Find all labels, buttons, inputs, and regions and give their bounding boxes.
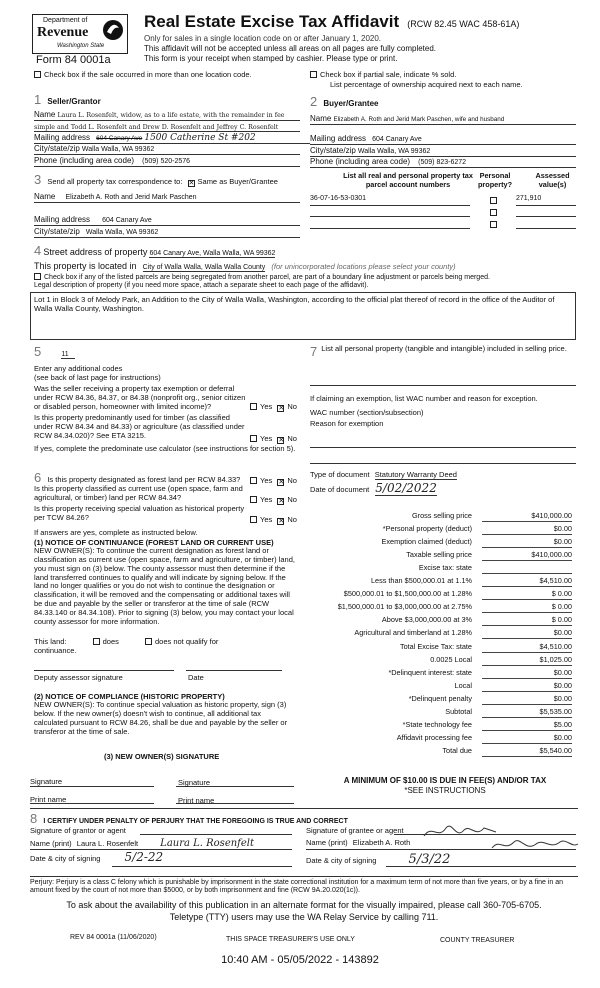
- assessed-col-3b: value(s): [538, 179, 567, 189]
- personal-checkbox-3[interactable]: [490, 220, 500, 229]
- located-in-value[interactable]: City of Walla Walla, Walla Walla County: [142, 264, 266, 271]
- checkbox-icon[interactable]: [250, 477, 257, 484]
- yes-label: Yes: [260, 402, 273, 411]
- checkbox-checked-icon[interactable]: ✕: [278, 518, 285, 525]
- notice2-title: (2) NOTICE OF COMPLIANCE (HISTORIC PROPERTY): [34, 692, 225, 701]
- checkbox-checked-icon[interactable]: ✕: [278, 498, 285, 505]
- exemption-label: If claiming an exemption, list WAC number and reason for exception.: [310, 394, 538, 403]
- buyer-mailing-label: Mailing address: [310, 134, 367, 143]
- s5-q2: Is this property predominantly used for timber (as classified under RCW 84.34 and 84.33) or agriculture (as classified under RCW 84.34.020)? See ETA 3215.: [34, 413, 245, 440]
- street-address-label: Street address of property: [43, 247, 148, 257]
- deputy-signature-line[interactable]: [34, 670, 174, 671]
- perjury-body: Perjury: Perjury is a class C felony which is punishable by imprisonment in the state correctional institution for a maximum term of not more than five years, or by a fine in an amount fixed by the court of not more than $5000, or by both imprisonment and fine (RCW 9A.20.020(1c)).: [30, 879, 564, 895]
- checkbox-icon[interactable]: [250, 403, 257, 410]
- fee-value[interactable]: $ 0.00: [482, 590, 572, 600]
- s6-q1-answer: [250, 476, 297, 486]
- grantor-name-value[interactable]: Laura L. Rosenfelt: [76, 839, 139, 848]
- checkbox-icon[interactable]: [310, 71, 317, 78]
- fee-row: [300, 512, 576, 524]
- owner-signature-line-1[interactable]: [30, 786, 154, 787]
- buyer-mailing-field[interactable]: [310, 134, 576, 145]
- multi-location-label: Check box if the sale occurred in more than one location code.: [44, 70, 252, 79]
- personal-checkbox-2[interactable]: [490, 208, 500, 217]
- buyer-name-value: Elizabeth A. Roth and Jerid Mark Paschen, wife and husband: [333, 116, 505, 123]
- section5-header: [34, 344, 75, 360]
- section-number: 1: [34, 92, 42, 107]
- street-address-row: [34, 243, 576, 259]
- fee-row: [300, 682, 576, 694]
- grantee-date-line[interactable]: [386, 866, 576, 867]
- personal-col-header: [470, 172, 520, 190]
- certify-text: I CERTIFY UNDER PENALTY OF PERJURY THAT THE FOREGOING IS TRUE AND CORRECT: [43, 818, 348, 825]
- fee-value[interactable]: $0.00: [482, 695, 572, 705]
- section-number: 4: [34, 243, 42, 258]
- alt-format-text: To ask about the availability of this publication in an alternate format for the visually impaired, please call 360-705-6705.: [66, 900, 542, 910]
- checkbox-icon[interactable]: [145, 638, 152, 645]
- assessed-value-field-3[interactable]: [516, 220, 576, 229]
- header-line-2: This affidavit will not be accepted unless all areas on all pages are fully completed.: [144, 44, 437, 53]
- fee-value[interactable]: $410,000.00: [482, 512, 572, 522]
- header-line-3-text: This form is your receipt when stamped by cashier. Please type or print.: [144, 54, 398, 63]
- grantor-date-label: Date & city of signing: [30, 854, 101, 863]
- revenue-logo: [32, 14, 128, 54]
- fee-label: *Delinquent penalty: [408, 693, 472, 703]
- legal-description-value: Lot 1 in Block 3 of Melody Park, an Addition to the City of Walla Walla, Washington, according to the official plat thereof of record in the office of the Auditor of Walla Walla County, Washington.: [34, 295, 555, 314]
- grantor-date-row: [30, 850, 163, 864]
- parcel-number-field-2[interactable]: [310, 208, 470, 217]
- does-label: does: [102, 637, 119, 646]
- doc-type-row: [310, 470, 457, 479]
- fee-label: Exemption claimed (deduct): [381, 537, 472, 547]
- wac-label: WAC number (section/subsection): [310, 408, 424, 417]
- partial-sale-label: Check box if partial sale, indicate % sold.: [320, 70, 457, 79]
- cashier-stamp: 10:40 AM - 05/05/2022 - 143892: [221, 954, 379, 966]
- fee-value[interactable]: $0.00: [482, 629, 572, 639]
- checkbox-checked-icon[interactable]: ✕: [278, 405, 285, 412]
- fee-row: [300, 603, 576, 615]
- county-treasurer: COUNTY TREASURER: [440, 937, 515, 944]
- fee-label: Above $3,000,000.00 at 3%: [381, 615, 472, 625]
- same-as-buyer-label: Same as Buyer/Grantee: [197, 177, 278, 186]
- notice1-title: (1) NOTICE OF CONTINUANCE (FOREST LAND OR CURRENT USE): [34, 538, 274, 547]
- grantee-signature-scribble-icon: [420, 822, 500, 842]
- reason-label: Reason for exemption: [310, 419, 384, 428]
- logo-main-text: Revenue: [37, 25, 89, 40]
- fee-row: [300, 577, 576, 589]
- buyer-heading: [310, 94, 378, 110]
- form-title-text: Real Estate Excise Tax Affidavit: [144, 12, 400, 31]
- logo-sub-text: Washington State: [57, 43, 105, 49]
- no-label: No: [287, 476, 297, 485]
- grantor-signature-hw: Laura L. Rosenfelt: [160, 838, 255, 849]
- checkbox-icon[interactable]: [490, 197, 497, 204]
- corr-name-label: Name: [34, 192, 56, 201]
- section-number: 3: [34, 172, 42, 187]
- s6-q4: If answers are yes, complete as instructed below.: [34, 528, 198, 537]
- buyer-name-field[interactable]: [310, 114, 576, 125]
- fee-label: Affidavit processing fee: [396, 732, 472, 742]
- assessed-col-header: [525, 172, 580, 190]
- no-label: No: [287, 402, 297, 411]
- legal-description-label: Legal description of property (if you need more space, attach a separate sheet to each page of the affidavit).: [34, 282, 369, 289]
- deputy-date-line[interactable]: [186, 670, 282, 671]
- grantor-date-line[interactable]: [112, 866, 292, 867]
- corr-city-field[interactable]: [34, 227, 300, 238]
- header-line-1: Only for sales in a single location code on or after January 1, 2020.: [144, 34, 382, 43]
- fee-label: Total Excise Tax: state: [399, 641, 472, 651]
- fee-label: *Personal property (deduct): [382, 524, 472, 534]
- no-label: No: [287, 515, 297, 524]
- grantor-name-label: Name (print): [30, 839, 72, 848]
- personal-checkbox-1[interactable]: [490, 196, 500, 205]
- s5-q1-answer: [250, 402, 297, 412]
- section-number: 7: [310, 344, 318, 359]
- doc-date-label: Date of document: [310, 485, 370, 494]
- section5-code[interactable]: 11: [61, 351, 74, 359]
- fee-row: [300, 590, 576, 602]
- fee-value[interactable]: $0.00: [482, 525, 572, 535]
- fee-value[interactable]: $0.00: [482, 682, 572, 692]
- fee-value[interactable]: $4,510.00: [482, 577, 572, 587]
- header-line-3: [144, 54, 397, 64]
- buyer-phone-value: (509) 823-6272: [418, 159, 467, 166]
- seller-name-value-2: simple and Todd L. Rosenfelt and Drew D. Rosenfelt and Jeffrey C. Rosenfelt: [34, 124, 279, 131]
- grantee-sig-label: Signature of grantee or agent: [306, 826, 404, 835]
- personal-property-field[interactable]: [310, 378, 576, 386]
- checkbox-icon[interactable]: [250, 516, 257, 523]
- personal-col-2b: property?: [477, 179, 513, 189]
- fee-value[interactable]: $5,540.00: [482, 747, 572, 757]
- personal-col-2: Personal: [479, 171, 511, 180]
- seller-phone-label: Phone (including area code): [34, 156, 135, 165]
- assessed-col-3: Assessed: [535, 171, 570, 180]
- fee-label: *State technology fee: [402, 719, 472, 729]
- corr-name-value: Elizabeth A. Roth and Jerid Mark Paschen: [65, 194, 197, 201]
- fee-label: 0.0025 Local: [430, 654, 472, 664]
- seller-heading: [34, 92, 101, 108]
- fee-value[interactable]: $1,025.00: [482, 656, 572, 666]
- buyer-name-label: Name: [310, 114, 332, 123]
- seller-city-label: City/state/zip: [34, 144, 80, 153]
- buyer-mailing-value: 604 Canary Ave: [372, 136, 422, 143]
- doc-type-value[interactable]: Statutory Warranty Deed: [374, 470, 457, 479]
- legal-description-box[interactable]: [30, 292, 576, 340]
- s5-q1: Was the seller receiving a property tax exemption or deferral under RCW 84.36, 84.37, or 84.38 (nonprofit org., senior citizen or disabled person, homeowner with limited income)?: [34, 384, 246, 411]
- yes-label: Yes: [260, 515, 273, 524]
- new-owner-sig-heading: (3) NEW OWNER(S) SIGNATURE: [104, 752, 220, 761]
- partial-sale-check[interactable]: [310, 70, 456, 79]
- notice1-body: NEW OWNER(S): To continue the current designation as forest land or classification as current use (open space, farm and agriculture, or timber) land, you must sign on (3) below. The county assessor must then determine if the land transferred continues to qualify and will indicate by signing below. If the land no longer qualifies or you do not wish to continue the designation or classification, it will be removed and the compensating or additional taxes will be due and payable by the seller or transferor at the time of sale (RCW 84.33.140 or 84.34.108). Prior to signing (3) below, you may contact your local county assessor for more information.: [34, 546, 295, 626]
- fee-value[interactable]: $0.00: [482, 734, 572, 744]
- assessed-value-field[interactable]: 271,910: [516, 195, 576, 206]
- perjury-text: [30, 876, 578, 896]
- fee-label: *Delinquent interest: state: [388, 667, 472, 677]
- seller-mailing-field[interactable]: [34, 133, 310, 144]
- form-statute: (RCW 82.45 WAC 458-61A): [407, 19, 520, 29]
- doc-date-row: [310, 481, 437, 495]
- form-number: Form 84 0001a: [36, 54, 111, 66]
- fee-value[interactable]: [482, 564, 572, 574]
- section-number: 2: [310, 94, 318, 109]
- segregated-label: Check box if any of the listed parcels are being segregated from another parcel, are part of a boundary line adjustment or parcels being merged.: [44, 274, 490, 281]
- checkbox-icon[interactable]: [34, 273, 41, 280]
- grantee-signature-2-scribble-icon: [490, 836, 580, 854]
- corr-mailing-label: Mailing address: [34, 215, 91, 224]
- section-number: 8: [30, 811, 38, 826]
- parcel-number-field[interactable]: 36-07-16-53-0301: [310, 195, 470, 206]
- seller-name-value: Laura L. Rosenfelt, widow, as to a life estate, with the remainder in fee: [57, 112, 285, 119]
- this-land-row: [34, 637, 218, 646]
- seller-mailing-label: Mailing address: [34, 133, 91, 142]
- checkbox-checked-icon[interactable]: ✕: [278, 479, 285, 486]
- buyer-phone-label: Phone (including area code): [310, 157, 411, 166]
- doc-date-value[interactable]: 5/02/2022: [375, 481, 437, 495]
- no-label: No: [287, 434, 297, 443]
- section7-header: [310, 344, 576, 360]
- fee-value[interactable]: $0.00: [482, 669, 572, 679]
- fee-row: [300, 525, 576, 537]
- fee-label: Gross selling price: [411, 511, 472, 520]
- buyer-city-label: City/state/zip: [310, 146, 356, 155]
- logo-swirl-icon: [102, 18, 124, 42]
- section-number: 6: [34, 470, 42, 485]
- grantor-signature-line[interactable]: [140, 834, 292, 835]
- reason-field[interactable]: [310, 440, 576, 448]
- fee-row: [300, 551, 576, 563]
- fee-row: [300, 629, 576, 641]
- fee-row: [300, 747, 576, 759]
- fee-value[interactable]: $4,510.00: [482, 643, 572, 653]
- yes-label: Yes: [260, 495, 273, 504]
- assessed-value-field-2[interactable]: [516, 208, 576, 217]
- fee-row: [300, 616, 576, 628]
- corr-city-value: Walla Walla, WA 99362: [85, 229, 159, 236]
- fee-row: [300, 643, 576, 655]
- partial-sale-sub: List percentage of ownership acquired next to each name.: [330, 80, 523, 89]
- fee-value[interactable]: $5,535.00: [482, 708, 572, 718]
- located-in-hint: (for unincorporated locations please select your county): [271, 262, 456, 271]
- seller-phone-value: (509) 520-2576: [142, 158, 191, 165]
- checkbox-icon[interactable]: [250, 496, 257, 503]
- corr-mailing-value: 604 Canary Ave: [102, 217, 152, 224]
- corr-mailing-field[interactable]: [34, 215, 300, 226]
- checkbox-checked-icon[interactable]: ✕: [278, 437, 285, 444]
- fee-value[interactable]: $410,000.00: [482, 551, 572, 561]
- grantee-name-line[interactable]: [306, 849, 576, 850]
- corr-city-label: City/state/zip: [34, 227, 80, 236]
- deputy-signature-label: Deputy assessor signature: [34, 673, 123, 682]
- buyer-heading-text: Buyer/Grantee: [323, 99, 379, 108]
- grantee-name-value[interactable]: Elizabeth A. Roth: [352, 838, 411, 847]
- fee-label: Agricultural and timberland at 1.28%: [354, 628, 472, 638]
- located-in-row: [34, 261, 456, 272]
- owner-signature-label-1: Signature: [30, 777, 63, 786]
- seller-phone-field[interactable]: [34, 156, 300, 167]
- fee-value[interactable]: $ 0.00: [482, 603, 572, 613]
- s6-q3: Is this property receiving special valuation as historical property per TCW 84.26?: [34, 504, 245, 522]
- seller-name-label: Name: [34, 110, 56, 119]
- s6-q2: Is this property classified as current use (open space, farm and agricultural, or timber) land per RCW 84.34?: [34, 484, 243, 502]
- notice2-body: NEW OWNER(S): To continue special valuation as historic property, sign (3) below. If the new owner(s) doesn't wish to continue, all additional tax calculated pursuant to RCW 84.26, shall be due and payable by the seller or transferor at the time of sale.: [34, 700, 288, 736]
- yes-label: Yes: [260, 434, 273, 443]
- add-codes-label: Enter any additional codes: [34, 364, 123, 373]
- minimum-line-2: *SEE INSTRUCTIONS: [404, 786, 486, 795]
- yes-label: Yes: [260, 476, 273, 485]
- this-land-label: This land:: [34, 637, 67, 646]
- rev-number: REV 84 0001a (11/06/2020): [70, 934, 157, 941]
- treasurer-space: THIS SPACE TREASURER'S USE ONLY: [226, 936, 355, 943]
- logo-top-text: Department of: [43, 17, 88, 24]
- grantee-name-row: [306, 838, 410, 847]
- fee-value[interactable]: $5.00: [482, 721, 572, 731]
- doc-type-label: Type of document: [310, 470, 370, 479]
- s5-q3: If yes, complete the predominate use calculator (see instructions for section 5).: [34, 444, 296, 453]
- fee-label: Taxable selling price: [406, 550, 472, 560]
- fee-row: [300, 708, 576, 720]
- seller-mailing-struck: 604 Canary Ave: [96, 135, 143, 142]
- fee-label: Excise tax: state: [418, 563, 472, 573]
- fee-value[interactable]: $ 0.00: [482, 616, 572, 626]
- correspondence-label: Send all property tax correspondence to:: [47, 177, 183, 186]
- buyer-phone-field[interactable]: [310, 157, 576, 168]
- located-in-label: This property is located in: [34, 261, 137, 271]
- corr-name-field[interactable]: [34, 192, 300, 203]
- checkbox-icon[interactable]: [34, 71, 41, 78]
- seller-mailing-handwritten: 1500 Catherine St #202: [144, 133, 256, 143]
- street-address-value[interactable]: 604 Canary Ave, Walla Walla, WA 99362: [149, 250, 276, 257]
- owner-print-label-1: Print name: [30, 795, 67, 804]
- fee-value[interactable]: $0.00: [482, 538, 572, 548]
- owner-signature-label-2: Signature: [178, 778, 211, 787]
- fee-label: Subtotal: [445, 706, 472, 716]
- tty-text: Teletype (TTY) users may use the WA Relay Service by calling 711.: [169, 912, 439, 922]
- fee-row: [300, 669, 576, 681]
- checkbox-icon[interactable]: [250, 435, 257, 442]
- continuance-label: continuance.: [34, 646, 77, 655]
- fee-label: $1,500,000.01 to $3,000,000.00 at 2.75%: [337, 602, 472, 612]
- checkbox-checked-icon[interactable]: ✕: [188, 180, 195, 187]
- parcel-col-1: List all real and personal property tax: [343, 171, 473, 180]
- s6-q2-answer: [250, 495, 297, 505]
- no-label: No: [287, 495, 297, 504]
- form-title: [144, 12, 519, 32]
- buyer-city-field[interactable]: [310, 146, 576, 157]
- add-codes-sub: (see back of last page for instructions): [34, 373, 161, 382]
- s6-q1-text: Is this property designated as forest land per RCW 84.33?: [47, 475, 241, 484]
- minimum-line-1: A MINIMUM OF $10.00 IS DUE IN FEE(S) AND/OR TAX: [343, 776, 547, 785]
- fee-row: [300, 538, 576, 550]
- deputy-date-label: Date: [188, 673, 204, 682]
- segregated-check[interactable]: [34, 272, 584, 282]
- section7-label: List all personal property (tangible and intangible) included in selling price.: [321, 344, 567, 353]
- checkbox-icon[interactable]: [93, 638, 100, 645]
- grantee-date-value[interactable]: 5/3/22: [408, 852, 451, 867]
- s6-q3-answer: [250, 515, 297, 525]
- seller-city-field[interactable]: [34, 144, 300, 155]
- fee-row: [300, 734, 576, 746]
- seller-name-field-2[interactable]: [34, 122, 300, 132]
- multi-location-check[interactable]: [34, 70, 252, 79]
- buyer-city-value: Walla Walla, WA 99362: [357, 148, 431, 155]
- fee-label: Total due: [442, 745, 472, 755]
- owner-print-label-2: Print name: [178, 796, 215, 805]
- fee-row: [300, 656, 576, 668]
- seller-heading-text: Seller/Grantor: [47, 97, 101, 106]
- reason-field-2[interactable]: [310, 456, 576, 464]
- fee-row: [300, 564, 576, 576]
- parcel-number-field-3[interactable]: [310, 220, 470, 229]
- fee-label: $500,000.01 to $1,500,000.00 at 1.28%: [343, 589, 472, 599]
- seller-name-field[interactable]: [34, 110, 300, 121]
- fee-row: [300, 721, 576, 733]
- seller-city-value: Walla Walla, WA 99362: [81, 146, 155, 153]
- grantor-sig-label: Signature of grantor or agent: [30, 826, 126, 835]
- section-number: 5: [34, 344, 42, 359]
- checkbox-icon[interactable]: [490, 221, 497, 228]
- correspondence-row: [34, 172, 278, 188]
- fee-row: [300, 695, 576, 707]
- does-not-label: does not qualify for: [154, 637, 219, 646]
- parcel-col-1b: parcel account numbers: [365, 179, 451, 189]
- s5-q2-answer: [250, 434, 297, 444]
- grantee-name-label: Name (print): [306, 838, 348, 847]
- checkbox-icon[interactable]: [490, 209, 497, 216]
- fee-label: Local: [454, 680, 472, 690]
- fee-label: Less than $500,000.01 at 1.1%: [370, 576, 472, 586]
- grantee-date-label: Date & city of signing: [306, 856, 377, 865]
- grantor-date-value[interactable]: 5/2-22: [124, 850, 164, 864]
